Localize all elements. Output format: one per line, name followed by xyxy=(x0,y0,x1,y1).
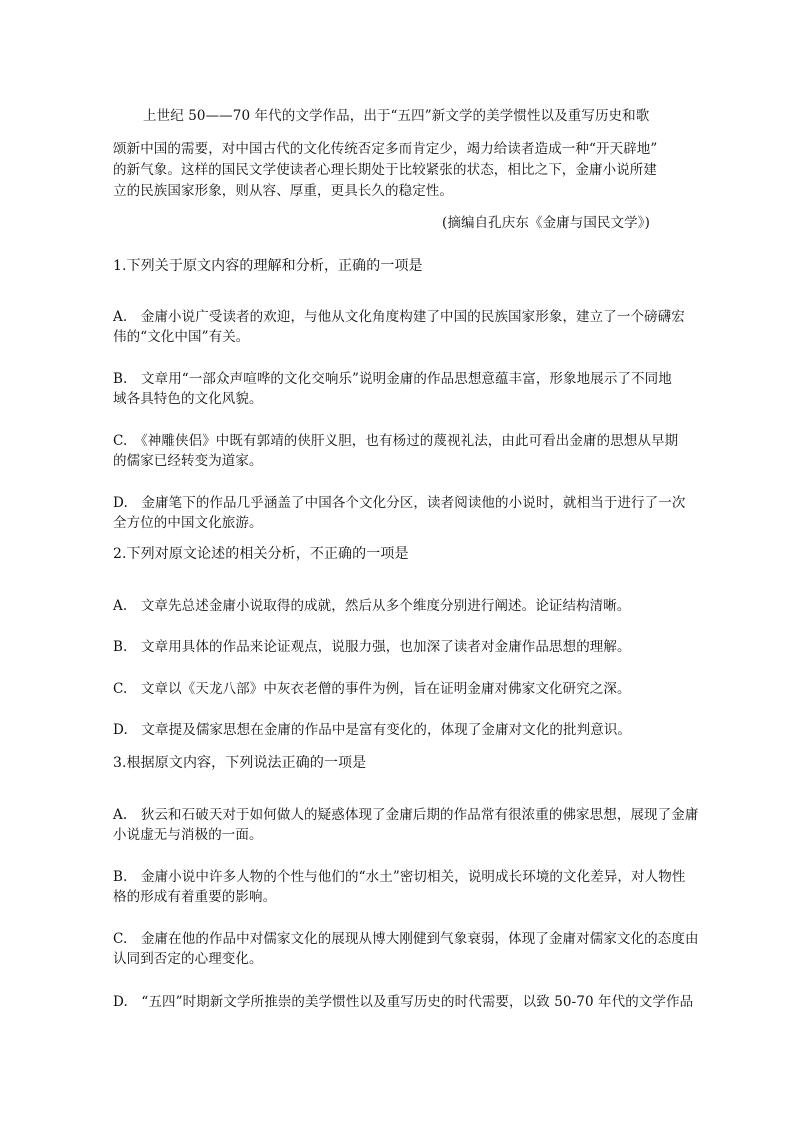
question-option: B. 金庸小说中许多人物的个性与他们的“水土”密切相关，说明成长环境的文化差异，对人物性 xyxy=(113,869,686,885)
question-stem: 1.下列关于原文内容的理解和分析，正确的一项是 xyxy=(113,258,423,274)
question-stem: 2.下列对原文论述的相关分析，不正确的一项是 xyxy=(113,546,409,562)
question-option: 域各具特色的文化风貌。 xyxy=(113,391,263,407)
passage-line: 的新气象。这样的国民文学使读者心理长期处于比较紧张的状态，相比之下，金庸小说所建 xyxy=(113,162,657,178)
question-option: 格的形成有着重要的影响。 xyxy=(113,889,277,905)
question-option: A. 狄云和石破天对于如何做人的疑惑体现了金庸后期的作品常有很浓重的佛家思想，展现了金庸 xyxy=(113,807,699,823)
question-option: A. 金庸小说广受读者的欢迎，与他从文化角度构建了中国的民族国家形象，建立了一个磅礴宏 xyxy=(113,309,685,325)
question-option: 的儒家已经转变为道家。 xyxy=(113,453,263,469)
passage-line: 立的民族国家形象，则从容、厚重，更具长久的稳定性。 xyxy=(113,183,453,199)
question-option: D. 金庸笔下的作品几乎涵盖了中国各个文化分区，读者阅读他的小说时，就相当于进行了一次 xyxy=(113,495,686,511)
question-option: 认同到否定的心理变化。 xyxy=(113,951,263,967)
question-stem: 3.根据原文内容，下列说法正确的一项是 xyxy=(113,755,367,771)
question-option: D. “五四”时期新文学所推崇的美学惯性以及重写历史的时代需要，以致 50-70 年代的文学作品 xyxy=(113,994,694,1010)
question-option: D. 文章提及儒家思想在金庸的作品中是富有变化的，体现了金庸对文化的批判意识。 xyxy=(113,722,632,738)
passage-citation: (摘编自孔庆东《金庸与国民文学》) xyxy=(442,215,650,231)
question-option: C. 金庸在他的作品中对儒家文化的展现从博大刚健到气象衰弱，体现了金庸对儒家文化的态度由 xyxy=(113,931,699,947)
question-option: A. 文章先总述金庸小说取得的成就，然后从多个维度分别进行阐述。论证结构清晰。 xyxy=(113,598,631,614)
question-option: 伟的“文化中国”有关。 xyxy=(113,329,250,345)
question-option: B. 文章用“一部众声喧哗的文化交响乐”说明金庸的作品思想意蕴丰富，形象地展示了不同地 xyxy=(113,371,672,387)
question-option: B. 文章用具体的作品来论证观点，说服力强，也加深了读者对金庸作品思想的理解。 xyxy=(113,639,631,655)
question-option: 小说虚无与消极的一面。 xyxy=(113,827,263,843)
question-option: 全方位的中国文化旅游。 xyxy=(113,515,263,531)
question-option: C. 《神雕侠侣》中既有郭靖的侠肝义胆，也有杨过的蔑视礼法，由此可看出金庸的思想从早期 xyxy=(113,433,679,449)
passage-line: 颂新中国的需要，对中国古代的文化传统否定多而肯定少，竭力给读者造成一种“开天辟地” xyxy=(113,141,658,157)
passage-line: 上世纪 50——70 年代的文学作品，出于“五四”新文学的美学惯性以及重写历史和歌 xyxy=(143,108,650,124)
question-option: C. 文章以《天龙八部》中灰衣老僧的事件为例，旨在证明金庸对佛家文化研究之深。 xyxy=(113,681,631,697)
